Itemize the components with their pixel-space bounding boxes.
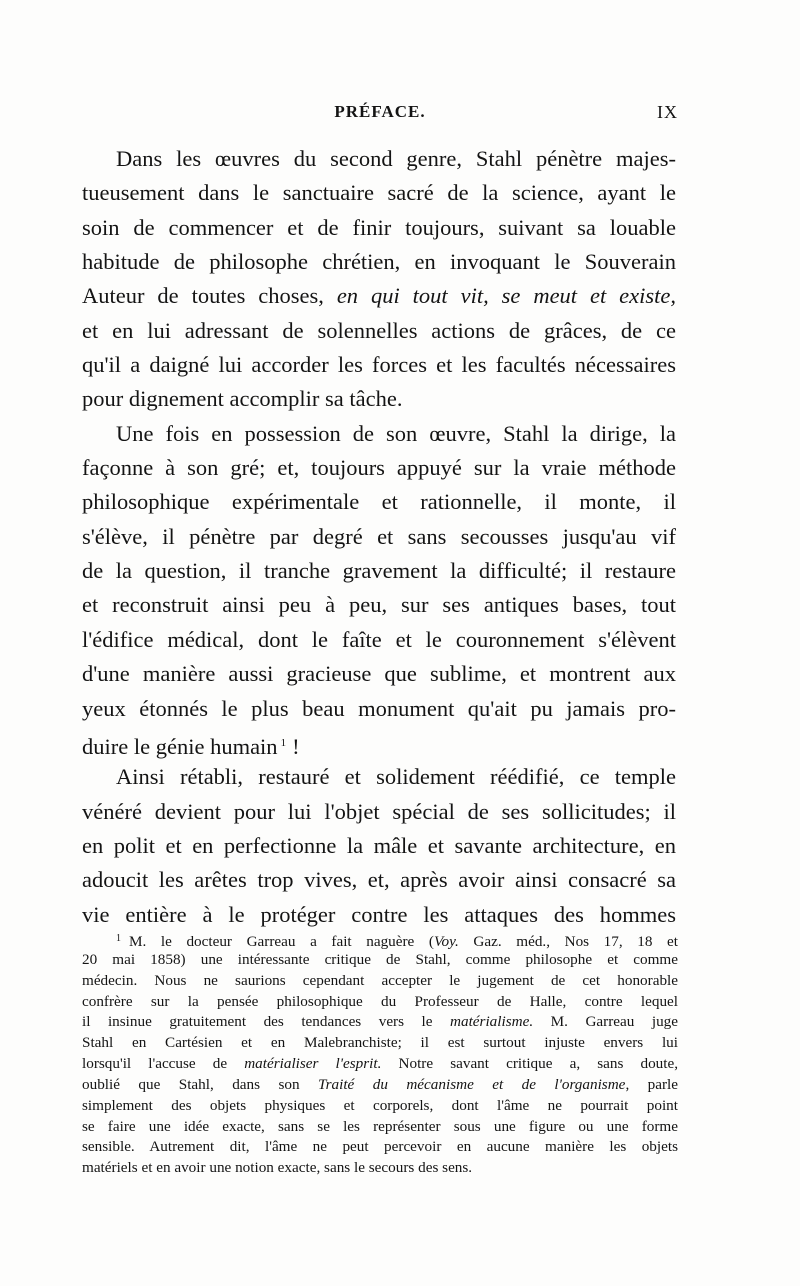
running-head — [82, 102, 678, 128]
footnote-line: matériels et en avoir une notion exacte, sans le secours des sens. — [82, 1159, 473, 1177]
footnote-line: oublié que Stahl, dans son Traité du mécanisme et de l'organisme, parle — [82, 1075, 679, 1093]
text-line: tueusement dans le sanctuaire sacré de la science, ayant le — [82, 180, 676, 206]
footnote-line: lorsqu'il l'accuse de matérialiser l'esprit. Notre savant critique a, sans doute, — [82, 1055, 679, 1073]
text-line: soin de commencer et de finir toujours, suivant sa louable — [82, 214, 676, 240]
text-line: vie entière à le protéger contre les attaques des hommes — [82, 901, 676, 927]
main-text — [82, 142, 676, 932]
footnote-line: simplement des objets physiques et corporels, dont l'âme ne pourrait point — [82, 1096, 678, 1114]
footnote-line: sensible. Autrement dit, l'âme ne peut percevoir en aucune manière les objets — [82, 1138, 678, 1156]
footnote-line: médecin. Nous ne saurions cependant accepter le jugement de cet honorable — [82, 971, 678, 989]
text-line: duire le génie humain $^1$ ! — [82, 733, 300, 759]
text-line: pour dignement accomplir sa tâche. — [82, 386, 403, 412]
text-line: adoucit les arêtes trop vives, et, après avoir ainsi consacré sa — [82, 867, 676, 893]
text-line: en polit et en perfectionne la mâle et savante architecture, en — [82, 832, 676, 858]
text-line: d'une manière aussi gracieuse que sublime, et montrent aux — [82, 661, 676, 687]
italic-quote: en qui tout vit, se meut et existe, — [336, 283, 676, 309]
text-line: vénéré devient pour lui l'objet spécial de ses sollicitudes; il — [82, 798, 676, 824]
text-line: qu'il a daigné lui accorder les forces et les facultés nécessaires — [82, 352, 676, 378]
text-line: yeux étonnés le plus beau monument qu'ait pu jamais pro- — [82, 695, 676, 721]
text-line: Ainsi rétabli, restauré et solidement réédifié, ce temple — [116, 764, 676, 790]
text-line: Dans les œuvres du second genre, Stahl pénètre majes- — [116, 146, 676, 171]
text-line: s'élève, il pénètre par degré et sans secousses jusqu'au vif — [82, 523, 676, 549]
footnote-line: Stahl en Cartésien et en Malebranchiste; il est surtout injuste envers lui — [82, 1034, 678, 1052]
footnote-line: se faire une idée exacte, sans se les représenter sous une figure ou une forme — [82, 1117, 678, 1135]
footnote-line: 20 mai 1858) une intéressante critique de Stahl, comme philosophe et comme — [82, 950, 678, 968]
footnote-marker: 1 — [116, 933, 121, 944]
page-number: IX — [657, 102, 678, 122]
text-line: philosophique expérimentale et rationnelle, il monte, il — [82, 489, 676, 515]
footnote-line: confrère sur la pensée philosophique du Professeur de Halle, contre lequel — [82, 992, 678, 1010]
text-line: de la question, il tranche gravement la difficulté; il restaure — [82, 558, 676, 584]
text-line: et reconstruit ainsi peu à peu, sur ses antiques bases, tout — [82, 592, 676, 618]
footnote-line: $^1$ M. le docteur Garreau a fait naguère (Voy. Gaz. méd., Nos 17, 18 et — [116, 933, 678, 950]
text-line: habitude de philosophe chrétien, en invoquant le Souverain — [82, 249, 676, 275]
footnote — [82, 929, 678, 1179]
text-line: Une fois en possession de son œuvre, Stahl la dirige, la — [116, 420, 676, 446]
text-line: Auteur de toutes choses, en qui tout vit, se meut et existe, — [82, 283, 676, 309]
running-title: PRÉFACE. — [334, 102, 426, 121]
footnote-ref: 1 — [280, 736, 287, 749]
text-line: façonne à son gré; et, toujours appuyé sur la vraie méthode — [82, 455, 676, 481]
text-line: et en lui adressant de solennelles actions de grâces, de ce — [82, 317, 676, 343]
text-line: l'édifice médical, dont le faîte et le couronnement s'élèvent — [82, 626, 676, 652]
footnote-line: il insinue gratuitement des tendances vers le matérialisme. M. Garreau juge — [82, 1013, 678, 1031]
